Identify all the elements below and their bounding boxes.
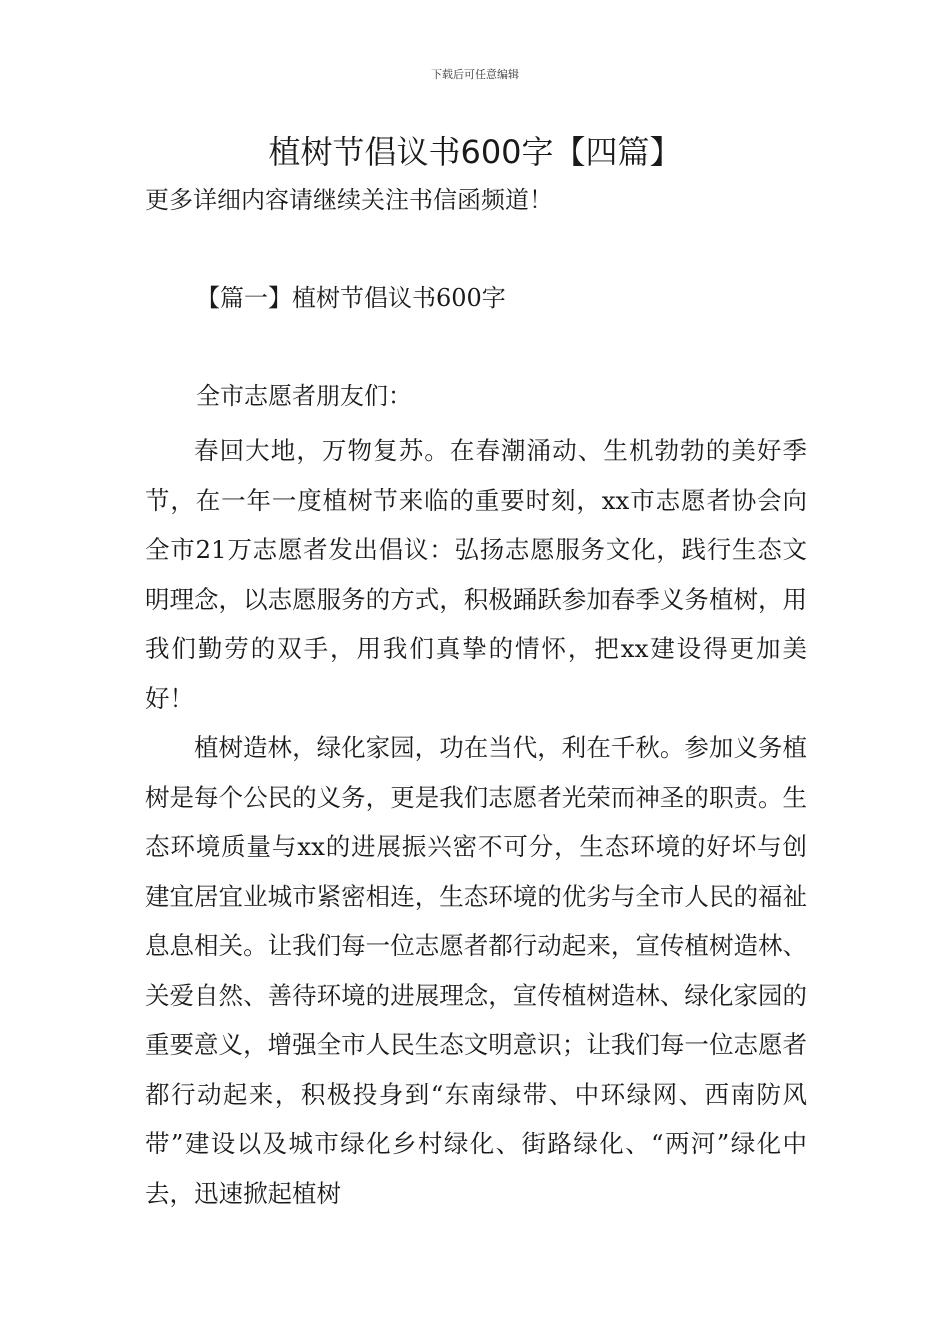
document-body <box>145 426 807 1218</box>
salutation: 全市志愿者朋友们： <box>196 382 412 410</box>
document-title: 植树节倡议书600字【四篇】 <box>268 133 682 171</box>
page-header-note: 下载后可任意编辑 <box>431 68 519 81</box>
subtitle: 更多详细内容请继续关注书信函频道！ <box>145 186 553 214</box>
paragraph: 植树造林，绿化家园，功在当代，利在千秋。参加义务植树是每个公民的义务，更是我们志愿者光荣而神圣的职责。生态环境质量与xx的进展振兴密不可分，生态环境的好坏与创建宜居宜业城市紧密相连，生态环境的优劣与全市人民的福祉息息相关。让我们每一位志愿者都行动起来，宣传植树造林、关爱自然、善待环境的进展理念，宣传植树造林、绿化家园的重要意义，增强全市人民生态文明意识；让我们每一位志愿者都行动起来，积极投身到“东南绿带、中环绿网、西南防风带”建设以及城市绿化乡村绿化、街路绿化、“两河”绿化中去，迅速掀起植树 <box>145 733 807 1208</box>
section-heading: 【篇一】植树节倡议书600字 <box>196 284 506 312</box>
paragraph: 春回大地，万物复苏。在春潮涌动、生机勃勃的美好季节，在一年一度植树节来临的重要时刻，xx市志愿者协会向全市21万志愿者发出倡议：弘扬志愿服务文化，践行生态文明理念，以志愿服务的方式，积极踊跃参加春季义务植树，用我们勤劳的双手，用我们真挚的情怀，把xx建设得更加美好！ <box>145 436 807 713</box>
